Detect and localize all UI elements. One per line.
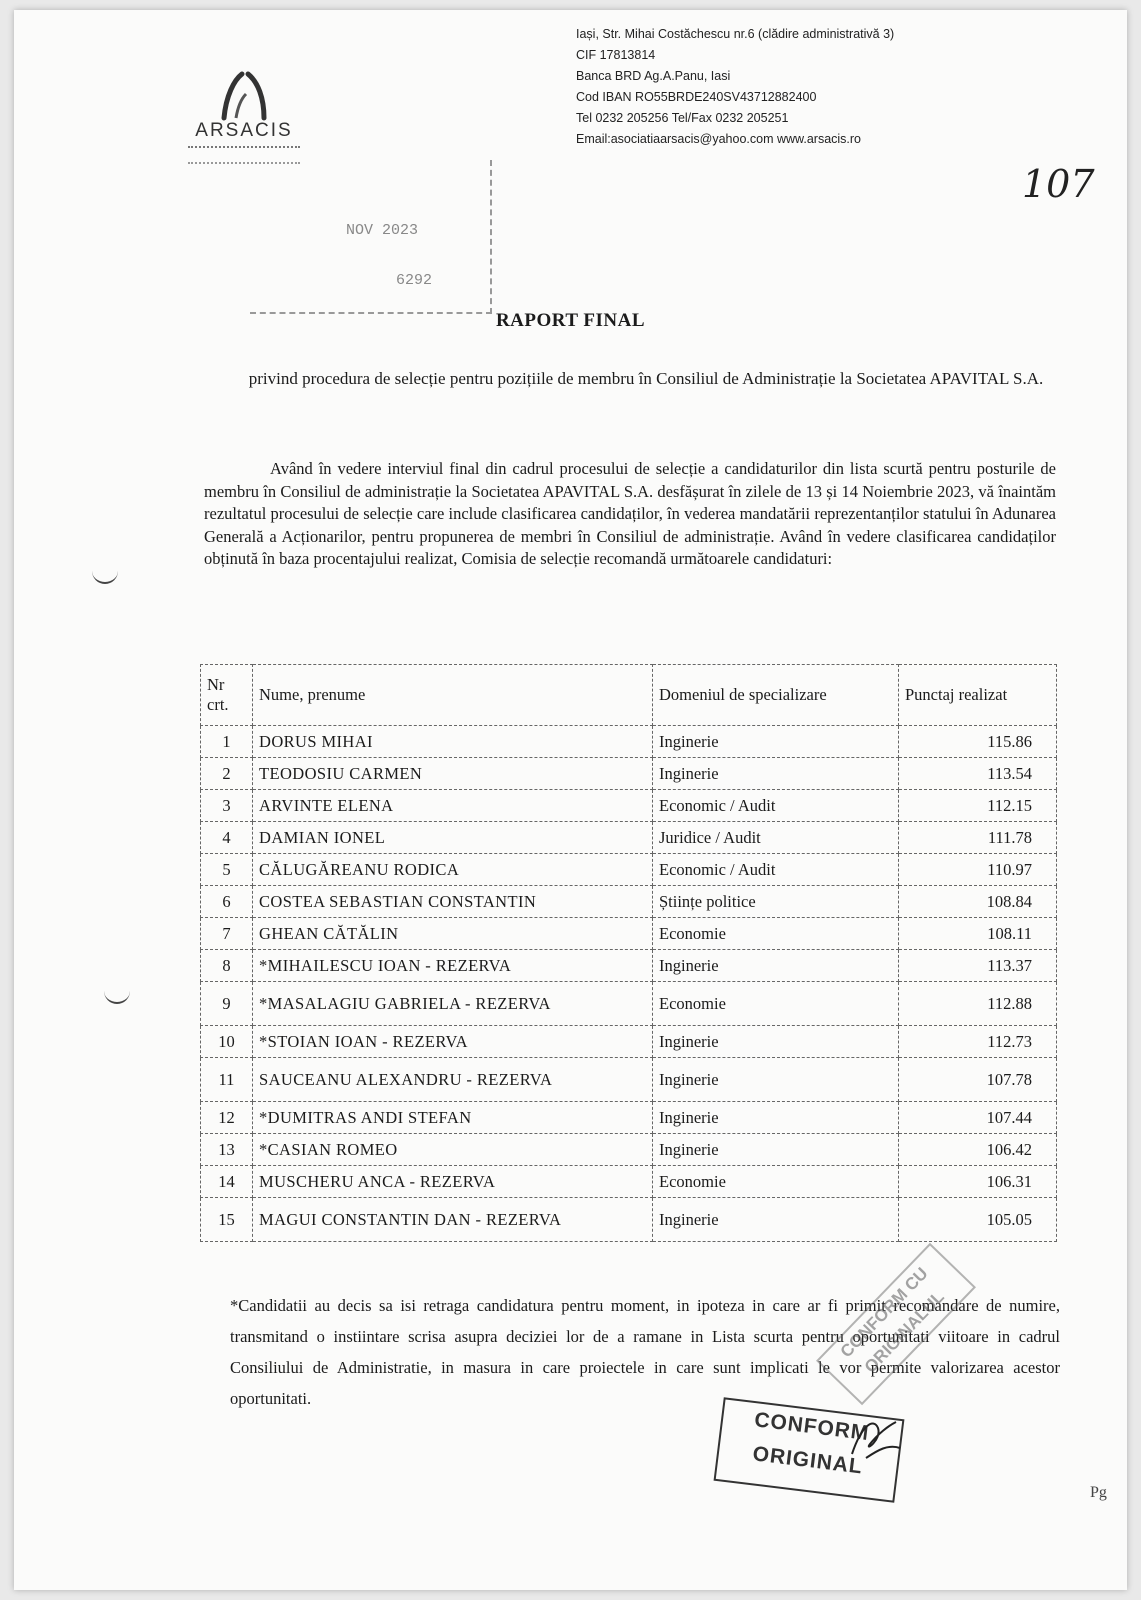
row-name: *DUMITRAS ANDI STEFAN [253,1102,653,1134]
org-phone: Tel 0232 205256 Tel/Fax 0232 205251 [576,111,789,125]
row-score: 107.44 [899,1102,1057,1134]
row-nr: 5 [201,854,253,886]
org-bank: Banca BRD Ag.A.Panu, Iasi [576,69,731,83]
row-domain: Economie [653,1166,899,1198]
row-name: DORUS MIHAI [253,726,653,758]
table-row [201,1198,1057,1242]
row-name: *STOIAN IOAN - REZERVA [253,1026,653,1058]
row-nr: 1 [201,726,253,758]
row-name: SAUCEANU ALEXANDRU - REZERVA [253,1058,653,1102]
row-domain: Inginerie [653,758,899,790]
row-score: 115.86 [899,726,1057,758]
row-name: COSTEA SEBASTIAN CONSTANTIN [253,886,653,918]
row-domain: Științe politice [653,886,899,918]
row-domain: Economic / Audit [653,790,899,822]
row-domain: Inginerie [653,726,899,758]
row-domain: Economie [653,982,899,1026]
row-name: TEODOSIU CARMEN [253,758,653,790]
table-row [201,854,1057,886]
signature-icon [844,1414,904,1464]
row-domain: Inginerie [653,950,899,982]
table-row [201,1102,1057,1134]
row-domain: Inginerie [653,1102,899,1134]
registration-date: NOV 2023 [346,222,419,239]
header-name: Nume, prenume [253,665,653,726]
row-domain: Juridice / Audit [653,822,899,854]
row-name: ARVINTE ELENA [253,790,653,822]
stamp-line-original: ORIGINAL [751,1442,865,1479]
registration-stamp [250,160,492,314]
row-nr: 2 [201,758,253,790]
intro-paragraph: Având în vedere interviul final din cadrul procesului de selecție a candidaturilor din lista scurtă pentru posturile de membru în Consiliul de administrație la Societatea APAVITAL S.A. desfășurat în zilele de 13 și 14 Noiembrie 2023, vă înaintăm rezultatul procesului de selecție care include clasificarea candidaților, în vederea mandatării reprezentanților statului în Adunarea Generală a Acționarilor, pentru propunerea de membri în Consiliul de administrație. Având în vedere clasificarea candidaților obținută în baza procentajului realizat, Comisia de selecție recomandă următoarele candidaturi: [204,459,1056,568]
row-nr: 8 [201,950,253,982]
row-name: CĂLUGĂREANU RODICA [253,854,653,886]
row-score: 108.84 [899,886,1057,918]
org-iban: Cod IBAN RO55BRDE240SV43712882400 [576,90,817,104]
row-nr: 4 [201,822,253,854]
table-row [201,1026,1057,1058]
row-nr: 9 [201,982,253,1026]
org-cif: CIF 17813814 [576,48,656,62]
row-score: 108.11 [899,918,1057,950]
table-row [201,982,1057,1026]
organization-header [576,24,1036,150]
row-nr: 15 [201,1198,253,1242]
table-header-row [201,665,1057,726]
row-name: *MIHAILESCU IOAN - REZERVA [253,950,653,982]
row-domain: Economic / Audit [653,854,899,886]
row-score: 106.42 [899,1134,1057,1166]
row-nr: 14 [201,1166,253,1198]
table-row [201,790,1057,822]
row-score: 106.31 [899,1166,1057,1198]
footnote-paragraph: *Candidatii au decis sa isi retraga candidatura pentru moment, in ipoteza in care ar fi primit recomandare de numire, transmitand o instiintare scrisa asupra deciziei lor de a ramane in Lista scurta pentru oportunitati viitoare in cadrul Consiliului de Administratie, in masura in care proiectele in care sunt implicati le vor permite valorizarea acestor oportunitati. [230,1296,1060,1408]
row-domain: Economie [653,918,899,950]
row-name: *MASALAGIU GABRIELA - REZERVA [253,982,653,1026]
row-score: 110.97 [899,854,1057,886]
row-score: 105.05 [899,1198,1057,1242]
page-marker: Pg [1090,1484,1107,1501]
row-name: GHEAN CĂTĂLIN [253,918,653,950]
table-row [201,1166,1057,1198]
table-row [201,918,1057,950]
registration-number: 6292 [396,272,433,289]
stamp-line-conform: CONFORM [753,1408,871,1446]
row-name: DAMIAN IONEL [253,822,653,854]
logo-text: ARSACIS [195,120,293,141]
table-row [201,950,1057,982]
document-title: RAPORT FINAL [495,310,646,331]
document-page [14,10,1127,1590]
row-nr: 6 [201,886,253,918]
row-nr: 11 [201,1058,253,1102]
row-score: 111.78 [899,822,1057,854]
row-name: MUSCHERU ANCA - REZERVA [253,1166,653,1198]
org-address: Iași, Str. Mihai Costăchescu nr.6 (clădire administrativă 3) [576,27,895,41]
table-row [201,758,1057,790]
row-domain: Inginerie [653,1134,899,1166]
row-name: *CASIAN ROMEO [253,1134,653,1166]
margin-check-mark [92,570,118,584]
row-nr: 13 [201,1134,253,1166]
row-domain: Inginerie [653,1198,899,1242]
table-row [201,1134,1057,1166]
table-row [201,822,1057,854]
row-score: 112.73 [899,1026,1057,1058]
header-domain: Domeniul de specializare [653,665,899,726]
row-nr: 7 [201,918,253,950]
row-score: 112.15 [899,790,1057,822]
document-subtitle: privind procedura de selecție pentru pozițiile de membru în Consiliul de Administrație la Societatea APAVITAL S.A. [248,369,1044,388]
logo-emblem-icon [174,66,314,122]
header-score: Punctaj realizat [899,665,1057,726]
row-nr: 12 [201,1102,253,1134]
row-nr: 10 [201,1026,253,1058]
row-score: 107.78 [899,1058,1057,1102]
row-score: 112.88 [899,982,1057,1026]
row-nr: 3 [201,790,253,822]
org-email-web: Email:asociatiaarsacis@yahoo.com www.arsacis.ro [576,132,862,146]
table-row [201,726,1057,758]
handwritten-page-number: 107 [1022,162,1095,206]
row-name: MAGUI CONSTANTIN DAN - REZERVA [253,1198,653,1242]
table-body [201,726,1057,1242]
row-domain: Inginerie [653,1026,899,1058]
table-row [201,1058,1057,1102]
margin-check-mark [104,990,130,1004]
header-nr: Nr crt. [201,665,253,726]
table-row [201,886,1057,918]
row-score: 113.37 [899,950,1057,982]
row-score: 113.54 [899,758,1057,790]
row-domain: Inginerie [653,1058,899,1102]
candidates-table [200,664,1057,1242]
conform-diagonal-stamp: CONFORM CU ORIGINALUL [816,1243,976,1405]
